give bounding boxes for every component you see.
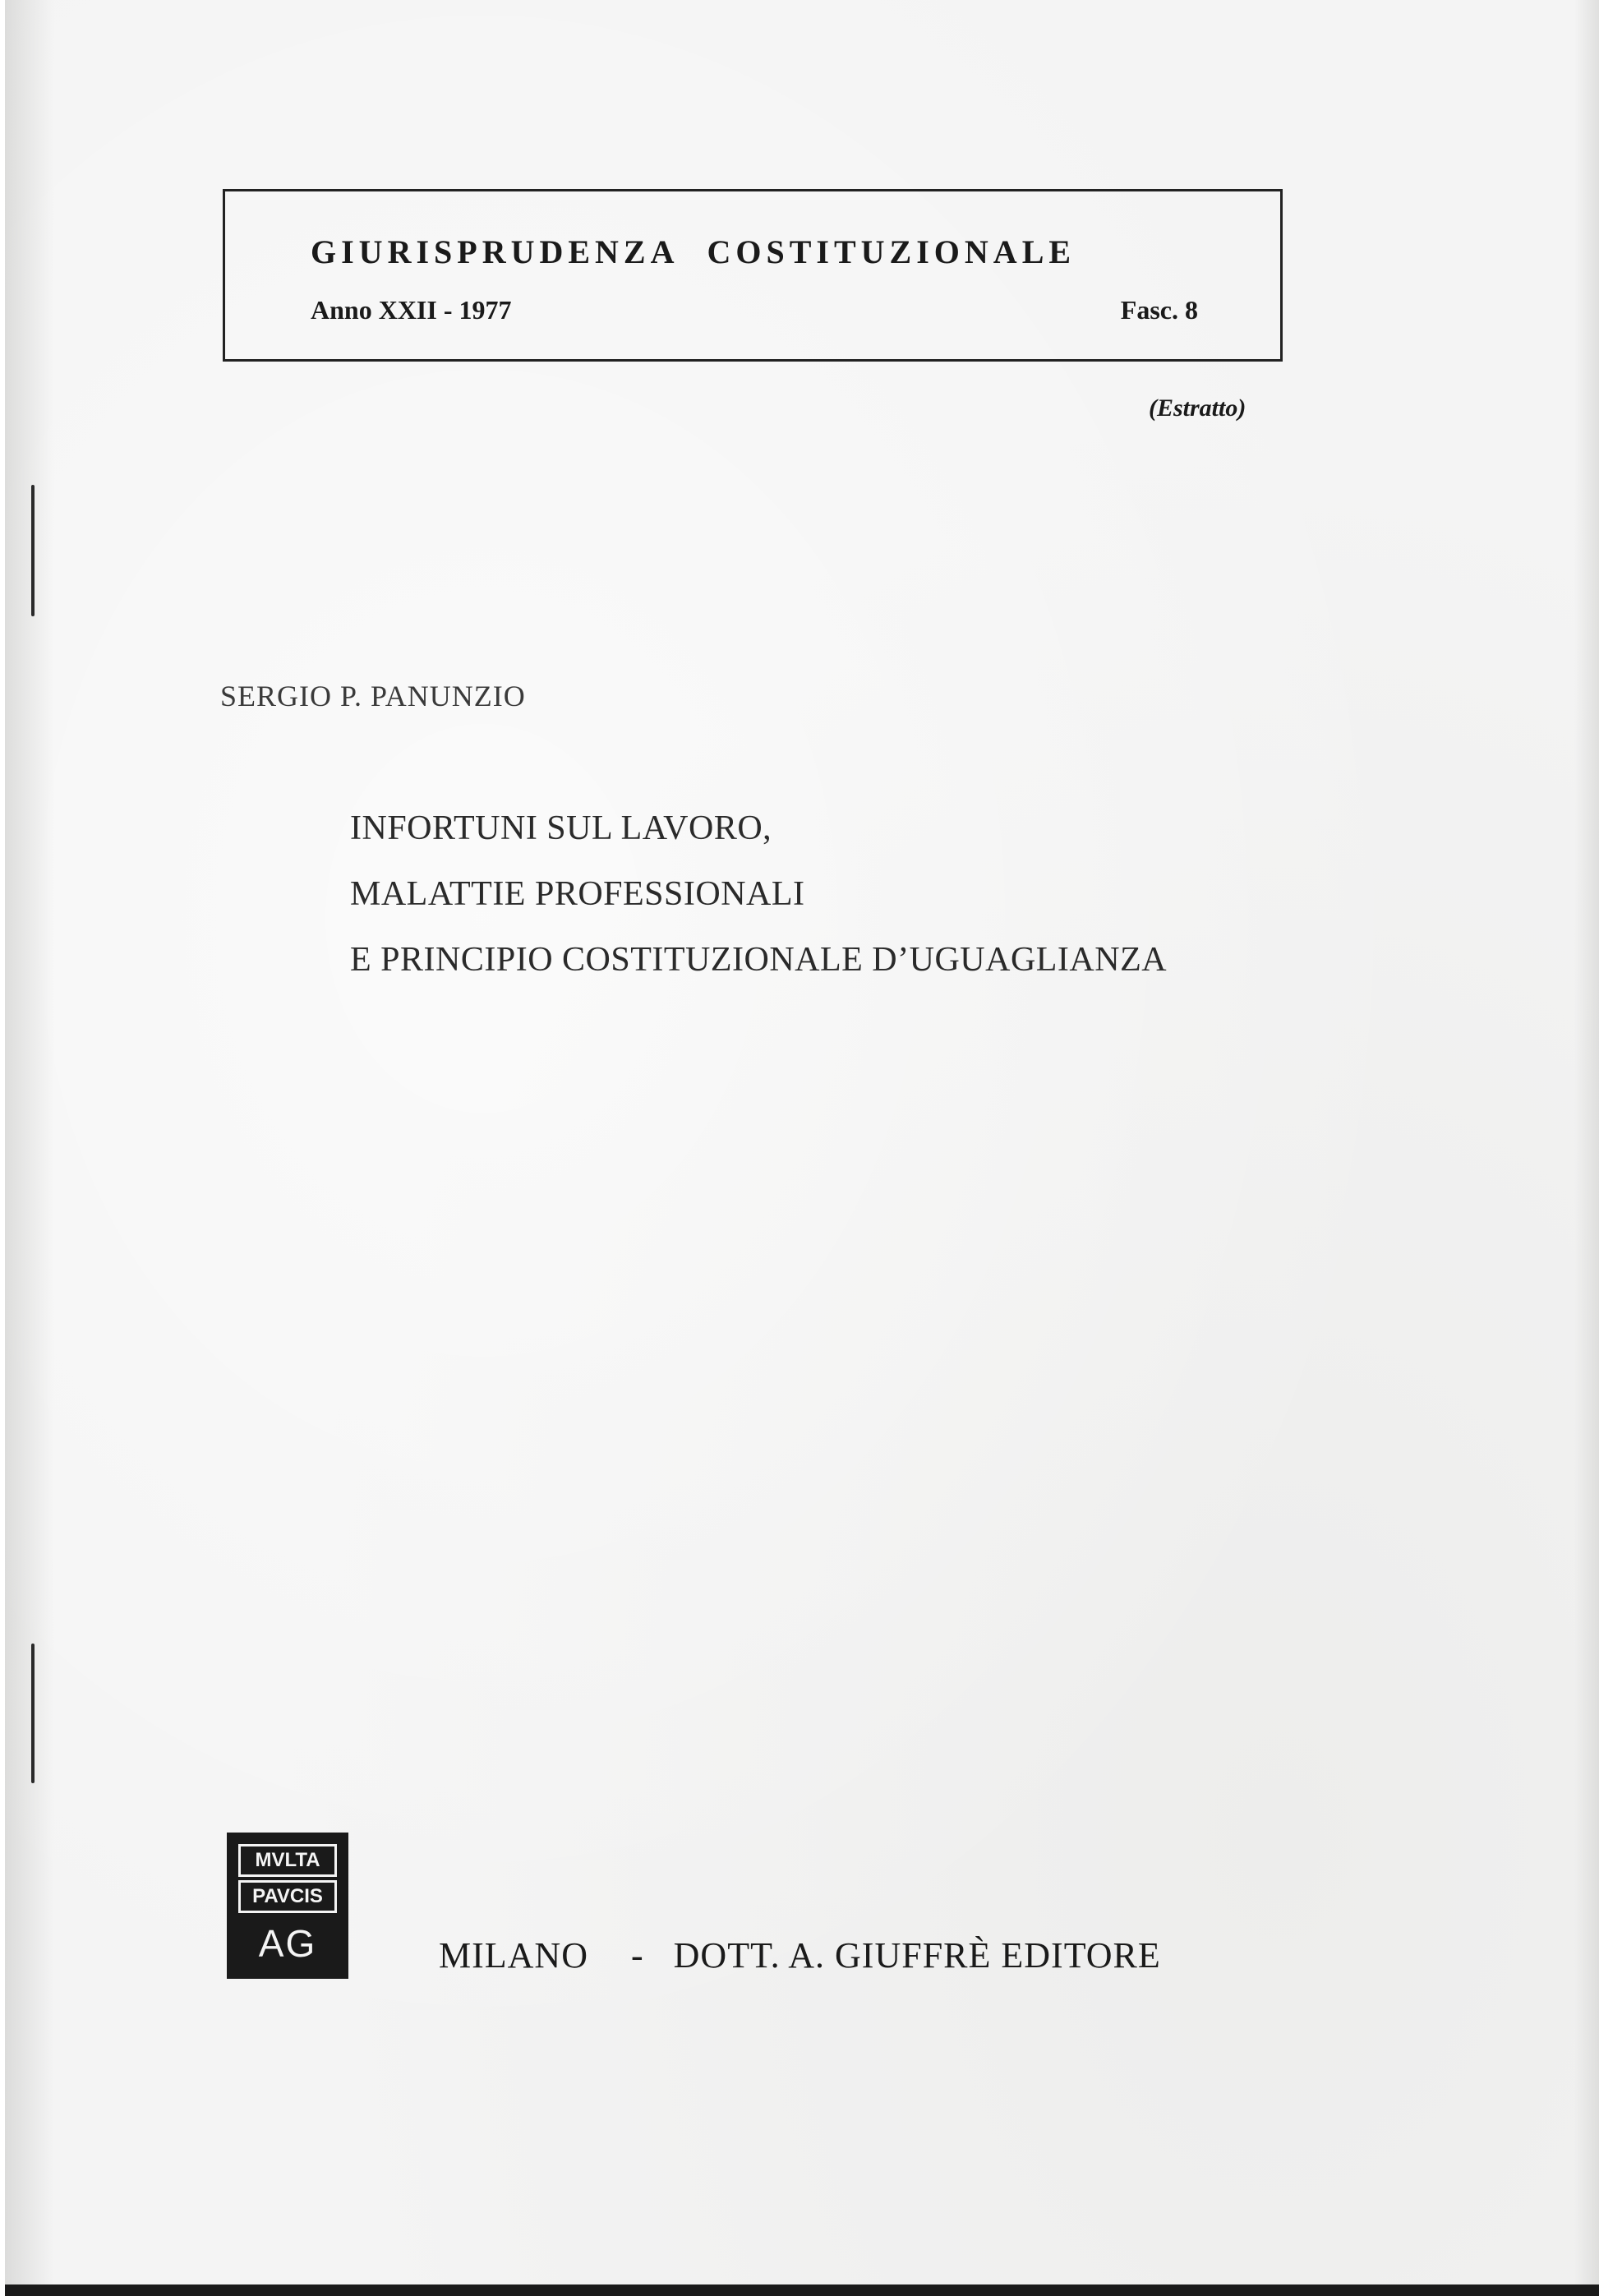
publisher-city: MILANO [439, 1935, 588, 1976]
estratto-label: (Estratto) [1149, 394, 1246, 422]
author-name: SERGIO P. PANUNZIO [220, 680, 526, 712]
cover-page [5, 0, 1599, 2296]
publisher-line [439, 1934, 1161, 1976]
publisher-name: DOTT. A. GIUFFRÈ EDITORE [673, 1935, 1161, 1976]
logo-initials: AG [258, 1922, 317, 1965]
journal-header-box [223, 189, 1283, 362]
article-title [350, 795, 1167, 993]
journal-title-word1: GIURISPRUDENZA [311, 233, 680, 270]
spine-shadow [5, 0, 54, 2296]
title-line: MALATTIE PROFESSIONALI [350, 875, 805, 913]
title-line: INFORTUNI SUL LAVORO, [350, 809, 772, 847]
journal-year: Anno XXII - 1977 [311, 295, 512, 325]
logo-line2: PAVCIS [238, 1880, 337, 1913]
journal-title [311, 233, 1076, 271]
page-edge [1574, 0, 1599, 2296]
logo-line1: MVLTA [238, 1844, 337, 1877]
journal-fascicle: Fasc. 8 [1120, 295, 1198, 325]
journal-title-word2: COSTITUZIONALE [707, 233, 1076, 270]
bottom-edge [5, 2284, 1599, 2296]
title-line: E PRINCIPIO COSTITUZIONALE D’UGUAGLIANZA [350, 941, 1168, 979]
staple-top [31, 485, 35, 616]
staple-bottom [31, 1644, 35, 1783]
publisher-separator: - [630, 1935, 644, 1976]
publisher-logo [227, 1833, 348, 1979]
